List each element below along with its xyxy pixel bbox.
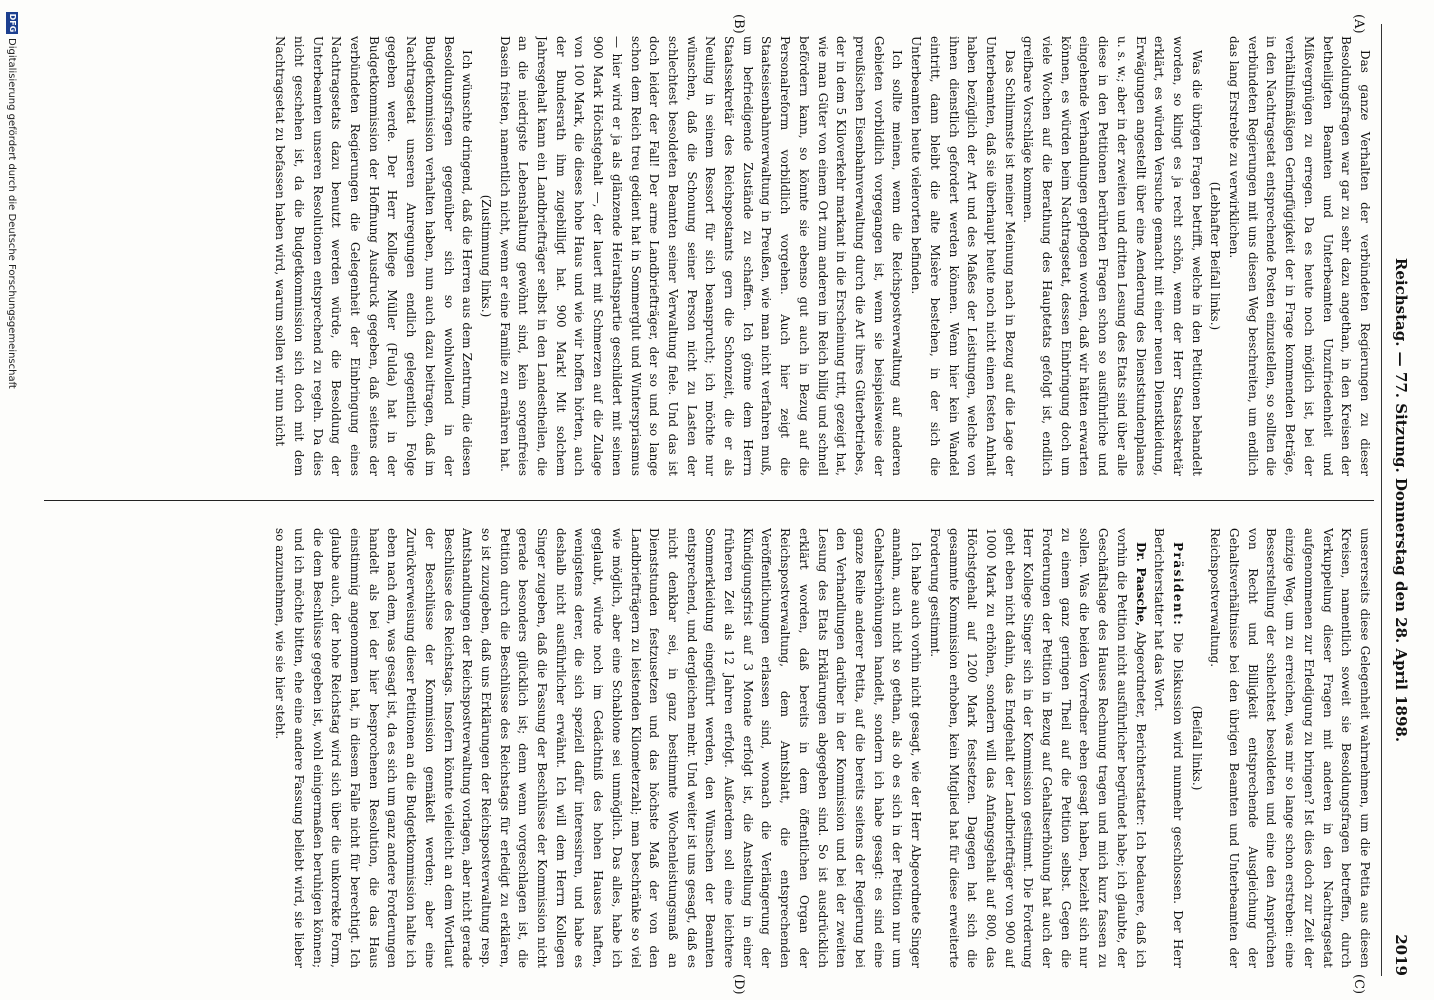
page-header — [1380, 24, 1410, 976]
speech-text: Die Diskussion wird nunmehr geschlossen. Der Herr Berichterstatter hat das Wort. — [1152, 528, 1185, 968]
paragraph: unsererseits diese Gelegenheit wahrnehmen, um die Petita aus diesen Kreisen, namentlich soweit sie Besoldungsfragen betreffen, durch Verkuppelung dieser Fragen mit anderen in den Nachtragsetat aufgenommenen zur Erledigung zu bringen? Ist dies doch zur Zeit der einzige Weg, um zu erreichen, was mir so lange schon erstreben: eine Besserstellung der schlechtest besoldeten und eine den Ansprüchen von Recht und Billigkeit entsprechende Ausgleichung der Gehaltsverhältnisse bei den übrigen Beamten und Unterbeamten der Reichspostverwaltung. — [1208, 528, 1372, 968]
paragraph: Das ganze Verhalten der verbündeten Regierungen zu dieser Besoldungsfragen war gar zu sehr dazu angethan, in den Kreisen der betheiligten Beamten und Unterbeamten Unzufriedenheit und Mißvergnügen zu erregen. Da es heute noch möglich ist, bei der verhältnißmäßigen Geringfügigkeit der in Frage kommenden Beträge, in den Nachtragsetat entsprechende Posten einzustellen, so sollten die verbündeten Regierungen mit uns diesen Weg beschreiten, um endlich das lang Erstrebte zu verwirklichen. — [1227, 36, 1372, 476]
header-rule — [1381, 24, 1382, 976]
margin-marker-c: (C) — [1351, 974, 1366, 995]
paragraph: Das Schlimmste ist meiner Meinung nach in Bezug auf die Lage der Unterbeamten, daß sie überhaupt heute noch nicht einen festen Anhalt haben bezüglich der Art und des Maßes der Leistungen, welche von ihnen dienstlich gefordert werden können. Wenn hier kein Wandel eintritt, dann bleibt die alte Misère bestehen, in der sich die Unterbeamten heute vielerorten befinden. — [909, 36, 1017, 476]
applause-note: (Lebhafter Beifall links.) — [1208, 181, 1223, 331]
speaker-name: Präsident: — [1170, 542, 1185, 627]
paragraph: Was die übrigen Fragen betrifft, welche in den Petitionen behandelt worden, so klingt es ja recht schön, wenn der Herr Staatssekretär erklärt, es würden Versuche gemacht mit einer neuen Dienstkleidung, Erwägungen angestellt über eine Aenderung des Dienststundenplanes u. s. w.; aber in der zweiten und dritten Lesung des Etats sind über alle diese in den Petitionen berührten Fragen schon so ausführliche und eingehende Verhandlungen gepflogen worden, daß wir hätten erwarten können, es würden beim Nachtragsetat, dessen Einbringung doch um viele Wochen auf die Berathung des Hauptetats gefolgt ist, endlich greifbare Vorschläge kommen. — [1021, 36, 1204, 476]
right-column — [44, 528, 1374, 968]
margin-marker-a: (A) — [1351, 14, 1366, 34]
footer-text: Digitalisierung gefördert durch die Deutsche Forschungsgemeinschaft — [6, 38, 18, 389]
paragraph: Ich habe auch vorhin nicht gesagt, wie der Herr Abgeordnete Singer annahm, auch nicht so gethan, als ob es sich in der Petition nur um Gehaltserhöhungen handelt, sondern ich habe gesagt: es sind eine ganze Reihe anderer Petita, auf die bereits seitens der Regierung bei den Verhandlungen darüber in der Kommission und bei der zweiten Lesung des Etats Erklärungen abgegeben sind. So ist ausdrücklich erklärt worden, daß bereits in dem öffentlichen Organ der Reichspostverwaltung, dem Amtsblatt, die entsprechenden Veröffentlichungen erlassen sind, wonach die Verlängerung der Kündigungsfrist auf 3 Monate erfolgt ist, die Anstellung in einer früheren Zeit als 12 Jahren erfolgt. Außerdem soll eine leichtere Sommerkleidung eingeführt werden, den Wünschen der Beamten entsprechend, und dergleichen mehr. Und weiter ist uns gesagt, daß es nicht denkbar sei, in ganz bestimmte Wochenleistungsmaß an Dienststunden festzusetzen und das höchste Maß der von den Landbriefträgern zu leistenden Kilometerzahl; man beschränke so viel wie möglich, aber eine Schablone sei unmöglich. Das alles, habe ich geglaubt, würde noch im Gedächtniß des hohen Hauses haften, wenigstens derer, die sich speziell dafür interessiren, und habe es deshalb nicht ausführlicher erwähnt. Ich will dem Herrn Kollegen Singer zugeben, daß die Fassung der Beschlüsse der Kommission nicht gerade besonders glücklich ist; denn wenn vorgeschlagen ist, die Petition durch die Beschlüsse des Reichstags für erledigt zu erklären, so ist zuzugeben, daß uns Erklärungen der Reichspostverwaltung resp. Amtshandlungen der Reichspostverwaltung vorlagen, aber nicht gerade Beschlüsse des Reichstags. Insofern könnte vielleicht an dem Wortlaut der Beschlüsse der Kommission gemäkelt werden; aber eine Zurückverweisung dieser Petitionen an die Budgetkommission halte ich eben nach dem, was gesagt ist, da es sich um ganz andere Forderungen handelt als bei der hier besprochenen Resolution, die das Haus einstimmig angenommen hat, in diesem Falle nicht für berechtigt. Ich glaube auch, der hohe Reichstag wird sich über die unkorrekte Form, die dem Beschlüsse gegeben ist, wohl einigermaßen beruhigen können; und ich möchte bitten, ehe eine andere Fassung beliebt wird, sie lieber so anzunehmen, wie sie hier steht. — [273, 528, 924, 968]
speaker-name: Dr. Paasche, — [1133, 542, 1148, 627]
margin-marker-d: (D) — [731, 974, 746, 995]
paragraph: Ich wünschte dringend, daß die Herren aus dem Zentrum, die diesen Besoldungsfragen gegenüber sich so wohlwollend in der Budgetkommission verhalten haben, nun auch dazu beitragen, daß im Nachtragsetat unseren Anregungen endlich gelegentlich Folge gegeben werde. Der Herr Kollege Müller (Fulda) hat in der Budgetkommission der Hoffnung Ausdruck gegeben, daß seitens der verbündeten Regierungen die Gelegenheit der Einbringung eines Nachtragsetats dazu benutzt werden würde, die Besoldung der Unterbeamten unseren Resolutionen entsprechend zu regeln. Da dies nicht geschehen ist, da die Budgetkommission sich doch mit dem Nachtragsetat zu befassen haben wird, warum sollen wir nun nicht — [273, 36, 475, 476]
page-number: 2019 — [1392, 934, 1410, 976]
page-title: Reichstag. — 77. Sitzung. Donnerstag den 28. April 1898. — [1392, 257, 1410, 743]
applause-note: (Zustimmung links.) — [478, 194, 493, 318]
speech-text: Abgeordneter, Berichterstatter: Ich bedauere, daß ich vorhin die Petition nicht ausführlicher begründet habe; ich glaubte, der Geschäftslage des Hauses Rechnung tragen und mich kurz fassen zu sollen. Was die beiden Vorredner eben gesagt haben, bezieht sich nur zu einem ganz geringen Theil auf die Petition selbst. Gegen die Forderungen der Petition in Bezug auf Gehaltserhöhung hat auch der Herr Kollege Singer sich in der Kommission gestimmt. Die Forderung geht eben nicht dahin, das Endgehalt der Landbriefträger von 900 auf 1000 Mark zu erhöhen, sondern will das Anfangsgehalt auf 800, das Höchstgehalt auf 1200 Mark festsetzen. Dagegen hat sich die gesammte Kommission erhoben, kein Mitglied hat für diese erweiterte Forderung gestimmt. — [927, 528, 1148, 968]
dfg-logo: DFG — [8, 13, 17, 33]
left-column — [44, 36, 1374, 476]
president-remark — [1150, 528, 1187, 968]
digitization-footer — [6, 12, 18, 389]
margin-marker-b: (B) — [731, 14, 746, 34]
paragraph: Ich sollte meinen, wenn die Reichspostverwaltung auf anderen Gebieten vorbildlich vorgegangen ist, wenn sie beispielsweise der preußischen Eisenbahnverwaltung durch die Art ihres Güterbetriebes, der in dem 5 Kiloverkehr markant in die Erscheinung tritt, gezeigt hat, wie man Güter von einem Ort zum anderen im Reich billig und schnell befördern kann, so könnte sie ebenso gut auch in Bezug auf die Personalreform vorbildlich vorgehen. Auch hier zeigt die Staatseisenbahnverwaltung in Preußen, wie man nicht verfahren muß, um befriedigende Zustände zu schaffen. Ich gönne dem Herrn Staatssekretär des Reichspostamts gern die Schonzeit, die er als Neuling in seinem Ressort für sich beansprucht; ich möchte nur wünschen, daß die Schonung seiner Person nicht zu Lasten der schlechtest besoldeten Beamten seiner Verwaltung fiele. Und das ist doch leider der Fall! Der arme Landbriefträger, der so und so lange schon dem Reich treu gedient hat in Sommerglut und Winterspriasmus — hier wird er ja als glänzende Heirathspartie geschildert mit seinen 900 Mark Höchstgehalt —, der lauert mit Schmerzen auf die Zulage von 100 Mark, die dieses hohe Haus und wie wir hoffen hörten, auch der Bundesrath ihm zugebilligt hat. 900 Mark! Mit solchem Jahresgehalt kann ein Landbriefträger selbst in den Landestheilen, die an die niedrigste Lebenshaltung gewöhnt sind, kein sorgenfreies Dasein fristen, namentlich nicht, wenn er eine Familie zu ernähren hat. — [497, 36, 905, 476]
applause-note: (Beifall links.) — [1189, 705, 1204, 791]
column-divider — [44, 500, 1374, 501]
rapporteur-speech — [925, 528, 1149, 968]
